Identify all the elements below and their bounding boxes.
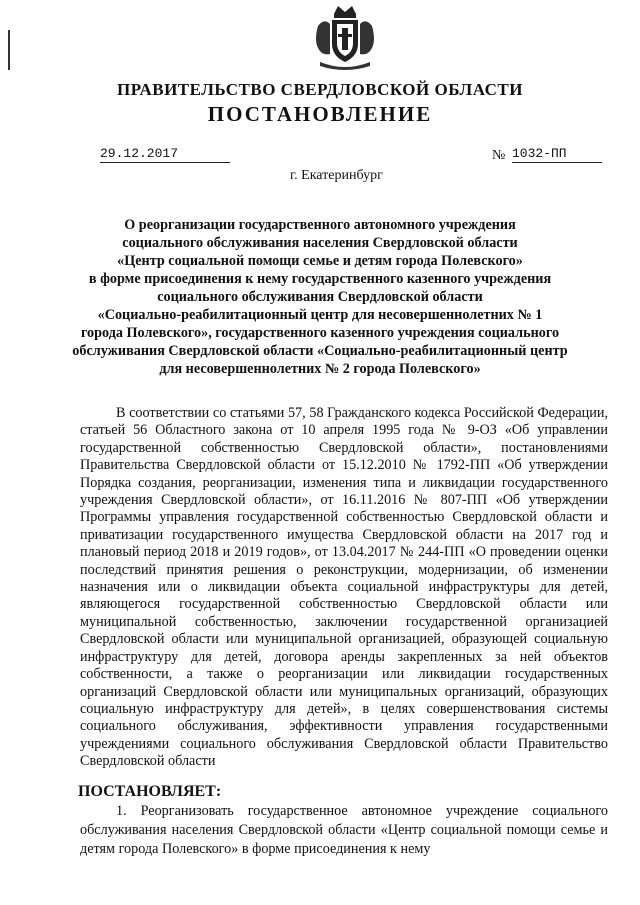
title-line: города Полевского», государственного казенного учреждения социального [80, 325, 560, 341]
title-line: обслуживания Свердловской области «Социально-реабилитационный центр [72, 343, 568, 359]
city: г. Екатеринбург [290, 168, 383, 183]
document-title [60, 216, 580, 378]
margin-rule [8, 30, 10, 70]
coat-of-arms-icon [310, 4, 380, 74]
government-name: ПРАВИТЕЛЬСТВО СВЕРДЛОВСКОЙ ОБЛАСТИ [117, 80, 523, 99]
document-type: ПОСТАНОВЛЕНИЕ [207, 102, 433, 126]
number-sign: № [492, 148, 506, 163]
preamble-text: В соответствии со статьями 57, 58 Гражданского кодекса Российской Федерации, статьей 56 Областного закона от 10 апреля 1995 года № 9-ОЗ «Об управлении государственной собственностью Свердловской области», постановлениями Правительства Свердловской области от 15.12.2010 № 1792-ПП «Об утверждении Порядка создания, реорганизации, изменения типа и ликвидации государственного учреждения Свердловской области», от 16.11.2016 № 807-ПП «Об утверждении Программы управления государственной собственностью Свердловской области и приватизации государственного имущества Свердловской области на 2017 год и плановый период 2018 и 2019 годов», от 13.04.2017 № 244-ПП «О проведении оценки последствий принятия решения о реконструкции, модернизации, об изменении назначения или о ликвидации объекта социальной инфраструктуры для детей, являющегося государственной собственностью Свердловской области или муниципальной собственностью, заключении государственной организацией Свердловской области или муниципальной организацией, образующей социальную инфраструктуру для детей, договора аренды закрепленных за ней объектов собственности, а также о реорганизации или ликвидации государственных организаций Свердловской области или муниципальных организаций, образующих социальную инфраструктуру для детей», в целях совершенствования системы социального обслуживания, эффективности управления государственными учреждениями социального обслуживания Свердловской области Правительство Свердловской области [80, 405, 608, 770]
title-line: для несовершеннолетних № 2 города Полевского» [159, 361, 481, 377]
title-line: в форме присоединения к нему государственного казенного учреждения [88, 271, 552, 287]
document-number: 1032-ПП [512, 146, 602, 163]
clause-1-text: 1. Реорганизовать государственное автономное учреждение социального обслуживания населения Свердловской области «Центр социальной помощи семье и детям города Полевского» в форме присоединения к нему [80, 803, 608, 857]
title-line: социального обслуживания населения Свердловской области [122, 235, 518, 251]
title-line: «Социально-реабилитационный центр для несовершеннолетних № 1 [97, 307, 543, 323]
preamble [80, 405, 608, 771]
title-line: О реорганизации государственного автономного учреждения [124, 217, 516, 233]
title-line: социального обслуживания Свердловской области [157, 289, 483, 305]
clause-1 [80, 802, 608, 859]
resolves-heading: ПОСТАНОВЛЯЕТ: [78, 783, 222, 800]
document-date: 29.12.2017 [100, 146, 230, 163]
title-line: «Центр социальной помощи семье и детям города Полевского» [117, 253, 523, 269]
